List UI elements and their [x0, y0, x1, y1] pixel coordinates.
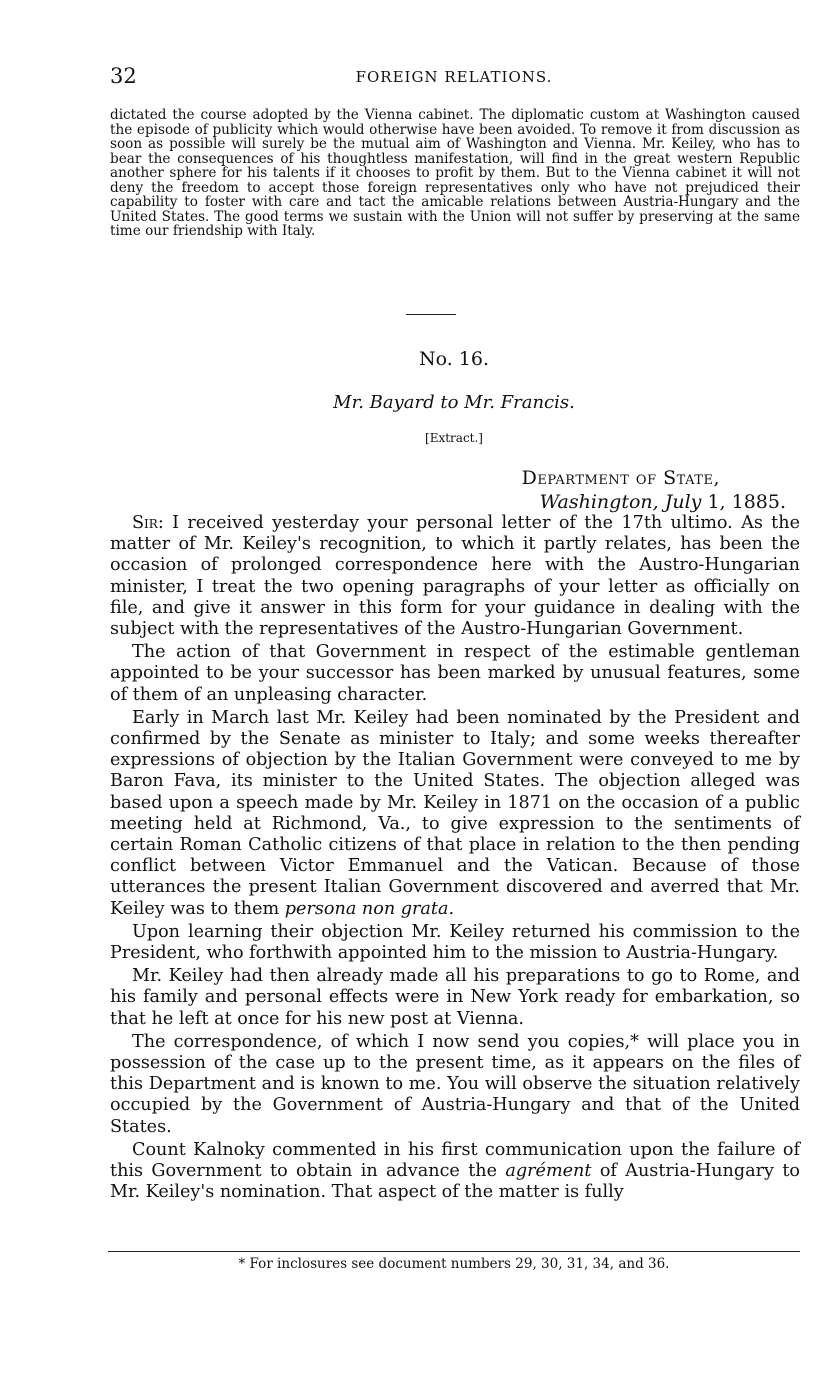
paragraph-7-text-b: of Austria-Hungary to Mr. Keiley's nomination. That aspect of the matter is fully [110, 1161, 801, 1203]
date-place: Washington, July [539, 491, 702, 513]
document-number: No. 16. [418, 348, 490, 370]
paragraph-7-italic: agrément [505, 1161, 592, 1182]
paragraph-6: The correspondence, of which I now send you copies,* will place you in possession of the case up to the present time, as it appears on the files of this Department and is known to me. You will observe the situation relatively occupied by the Government of Austria-Hungary and that of the United States. [110, 1031, 800, 1137]
paragraph-1-text: I received yesterday your personal letter of the 17th ultimo. As the matter of Mr. Keiley's recognition, to which it partly relates, has been the occasion of prolonged correspondence here with the Austro-Hungarian minister, I treat the two opening paragraphs of your letter as officially on file, and give it answer in this form for your guidance in dealing with the subject with the representatives of the Austro-Hungarian Government. [110, 513, 800, 640]
dateline [522, 466, 786, 514]
running-title: FOREIGN RELATIONS. [355, 68, 553, 86]
letter-body [110, 513, 800, 1206]
page-number: 32 [110, 64, 137, 88]
footnote: * For inclosures see document numbers 29, 30, 31, 34, and 36. [238, 1256, 670, 1272]
date-day-year: 1, 1885. [707, 491, 786, 513]
paragraph-3-italic: persona non grata. [284, 898, 455, 919]
paragraph-3-text: Early in March last Mr. Keiley had been nominated by the President and confirmed by the Senate as minister to Italy; and some weeks thereafter expressions of objection by the Italian Government were conveyed to me by Baron Fava, its minister to the United States. The objection alleged was based upon a speech made by Mr. Keiley in 1871 on the occasion of a public meeting held at Richmond, Va., to give expression to the sentiments of certain Roman Catholic citizens of that place in relation to the then pending conflict between Victor Emmanuel and the Vatican. Because of those utterances the present Italian Government discovered and averred that Mr. Keiley was to them [110, 707, 800, 919]
document-heading: Mr. Bayard to Mr. Francis. [333, 392, 575, 413]
continuation-paragraph: dictated the course adopted by the Vienna cabinet. The diplomatic custom at Washington caused the episode of publicity which would otherwise have been avoided. To remove it from discussion as soon as possible will surely be the mutual aim of Washington and Vienna. Mr. Keiley, who has to bear the consequences of his thoughtless manifestation, will find in the great western Republic another sphere for his talents if it chooses to profit by them. But to the Vienna cabinet it will not deny the freedom to accept those foreign representatives only who have not prejudiced their capability to foster with care and tact the amicable relations between Austria-Hungary and the United States. The good terms we sustain with the Union will not suffer by preserving at the same time our friendship with Italy. [110, 107, 800, 239]
footnote-rule [108, 1251, 800, 1252]
section-divider [406, 314, 456, 315]
paragraph-1 [110, 513, 800, 640]
paragraph-3 [110, 708, 800, 920]
paragraph-4: Upon learning their objection Mr. Keiley returned his commission to the President, who forthwith appointed him to the mission to Austria-Hungary. [110, 921, 800, 964]
sender-department: Department of State, [521, 467, 720, 489]
paragraph-2: The action of that Government in respect of the estimable gentleman appointed to be your successor has been marked by unusual features, some of them of an unpleasing character. [110, 642, 800, 705]
salutation: Sir: [132, 513, 164, 533]
letter-date [522, 490, 786, 514]
running-header [108, 64, 800, 88]
paragraph-7 [110, 1140, 800, 1204]
paragraph-7-text-a: Count Kalnoky commented in his first communication upon the failure of this Government to obtain in advance the [110, 1139, 800, 1182]
paragraph-5: Mr. Keiley had then already made all his preparations to go to Rome, and his family and personal effects were in New York ready for embarkation, so that he left at once for his new post at Vienna. [110, 966, 800, 1029]
continuation-block [110, 108, 800, 239]
extract-note: [Extract.] [425, 431, 483, 445]
